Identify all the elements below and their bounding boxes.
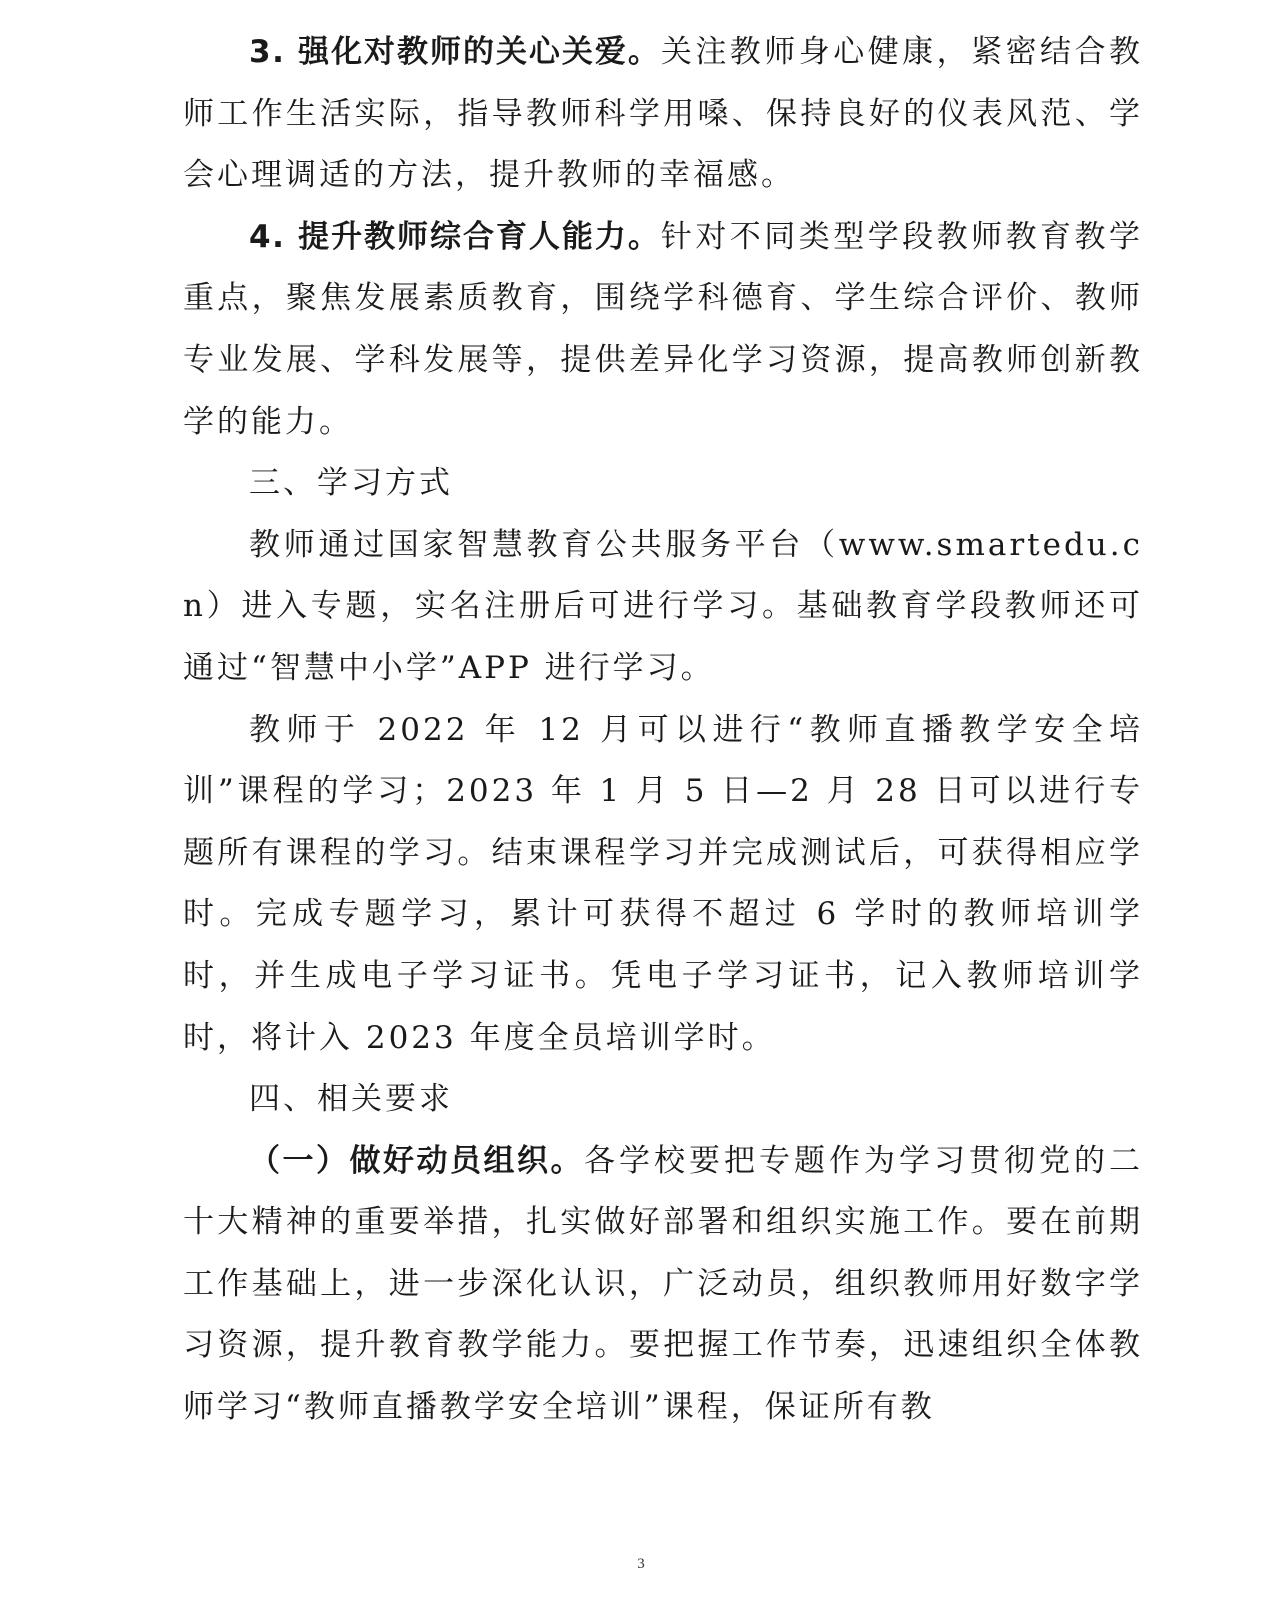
section-heading-learning-method: 三、学习方式 <box>249 465 453 502</box>
paragraph-lead: 3. 强化对教师的关心关爱。 <box>249 34 661 70</box>
paragraph-schedule: 教师于 2022 年 12 月可以进行“教师直播教学安全培训”课程的学习；2023 年 1 月 5 日—2 月 28 日可以进行专题所有课程的学习。结束课程学习并完成测试后，可获得相应学时。完成专题学习，累计可获得不超过 6 学时的教师培训学时，并生成电子学习证书。凭电子学习证书，记入教师培训学时，将计入 2023 年度全员培训学时。 <box>183 711 1143 1056</box>
paragraph-text: 关注教师身心健康，紧密结合教师工作生活实际，指导教师科学用嗓、保持良好的仪表风范、学会心理调适的方法，提升教师的幸福感。 <box>183 34 1144 194</box>
paragraph-teacher-care <box>183 22 1143 207</box>
paragraph-text: 针对不同类型学段教师教育教学重点，聚焦发展素质教育，围绕学科德育、学生综合评价、教师专业发展、学科发展等，提供差异化学习资源，提高教师创新教学的能力。 <box>183 218 1144 440</box>
document-page <box>183 22 1143 1439</box>
section-heading-requirements: 四、相关要求 <box>249 1081 453 1118</box>
paragraph-lead: 4. 提升教师综合育人能力。 <box>249 218 661 255</box>
paragraph-platform-access: 教师通过国家智慧教育公共服务平台（www.smartedu.cn）进入专题，实名注册后可进行学习。基础教育学段教师还可通过“智慧中小学”APP 进行学习。 <box>183 526 1143 686</box>
page-number: 3 <box>637 1556 645 1572</box>
paragraph-lead: （一）做好动员组织。 <box>249 1142 584 1179</box>
paragraph-mobilization <box>183 1131 1143 1439</box>
paragraph-comprehensive-ability <box>183 207 1143 453</box>
paragraph-text: 各学校要把专题作为学习贯彻党的二十大精神的重要举措，扎实做好部署和组织实施工作。要在前期工作基础上，进一步深化认识，广泛动员，组织教师用好数字学习资源，提升教育教学能力。要把握工作节奏，迅速组织全体教师学习“教师直播教学安全培训”课程，保证所有教 <box>183 1142 1143 1426</box>
